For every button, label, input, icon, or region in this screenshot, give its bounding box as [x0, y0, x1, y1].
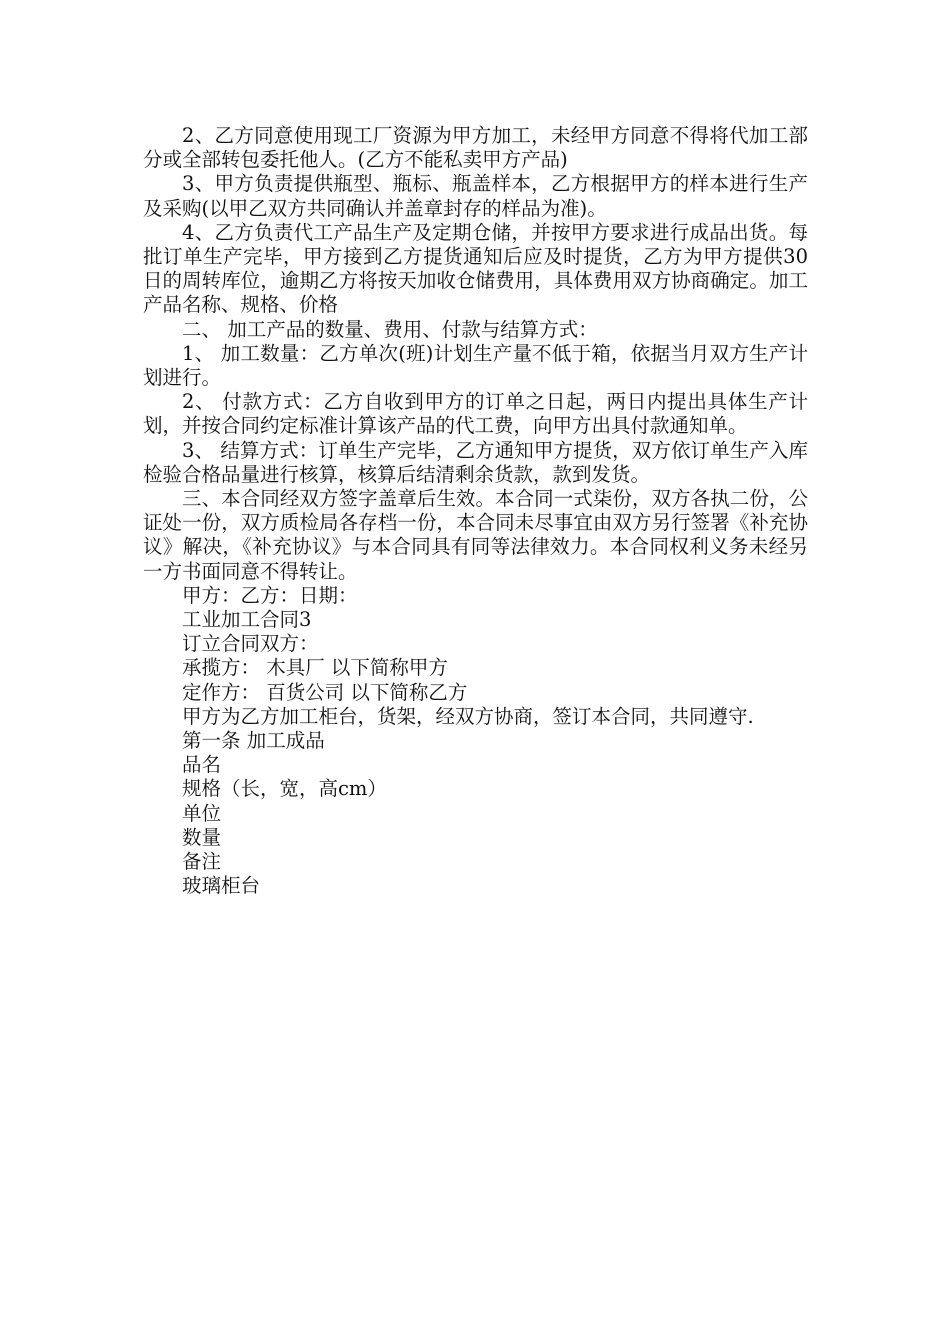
signature-line: 甲方：乙方：日期： — [182, 583, 358, 607]
paragraph-quantity: 1、 加工数量：乙方单次(班)计划生产量不低于箱，依据当月双方生产计划进行。 — [143, 341, 808, 390]
field-product-name: 品名 — [182, 753, 222, 777]
article-1-heading: 第一条 加工成品 — [182, 729, 325, 753]
section-heading-2: 二、 加工产品的数量、费用、付款与结算方式： — [182, 317, 598, 341]
item-glass-counter: 玻璃柜台 — [182, 874, 261, 898]
field-unit: 单位 — [182, 801, 222, 825]
party-contractor: 承揽方： 木具厂 以下简称甲方 — [182, 656, 448, 680]
field-specification: 规格（长，宽，高cm） — [182, 777, 387, 801]
field-quantity: 数量 — [182, 825, 222, 849]
paragraph-clause-4: 4、乙方负责代工产品生产及定期仓储，并按甲方要求进行成品出货。每批订单生产完毕，甲方接到乙方提货通知后应及时提货，乙方为甲方提供30日的周转库位，逾期乙方将按天加收仓储费用，具体费用双方协商确定。加工产品名称、规格、价格 — [143, 220, 808, 317]
paragraph-clause-3: 3、甲方负责提供瓶型、瓶标、瓶盖样本，乙方根据甲方的样本进行生产及采购(以甲乙双方共同确认并盖章封存的样品为准)。 — [143, 172, 808, 220]
section-effective: 三、本合同经双方签字盖章后生效。本合同一式柒份，双方各执二份，公证处一份，双方质检局各存档一份，本合同未尽事宜由双方另行签署《补充协议》解决，《补充协议》与本合同具有同等法律效力。本合同权利义务未经另一方书面同意不得转让。 — [143, 487, 808, 583]
parties-heading: 订立合同双方： — [182, 632, 319, 656]
document-body — [143, 124, 808, 899]
party-client: 定作方： 百货公司 以下简称乙方 — [182, 680, 468, 704]
paragraph-payment: 2、 付款方式：乙方自收到甲方的订单之日起，两日内提出具体生产计划，并按合同约定标准计算该产品的代工费，向甲方出具付款通知单。 — [143, 390, 808, 438]
contract-title: 工业加工合同3 — [182, 608, 312, 632]
paragraph-settlement: 3、 结算方式：订单生产完毕，乙方通知甲方提货，双方依订单生产入库检验合格品量进行核算，核算后结清剩余货款，款到发货。 — [143, 438, 808, 486]
paragraph-clause-2: 2、乙方同意使用现工厂资源为甲方加工，未经甲方同意不得将代加工部分或全部转包委托他人。(乙方不能私卖甲方产品) — [143, 124, 808, 172]
field-remarks: 备注 — [182, 850, 222, 874]
paragraph-agreement: 甲方为乙方加工柜台，货架，经双方协商，签订本合同，共同遵守. — [182, 704, 754, 728]
